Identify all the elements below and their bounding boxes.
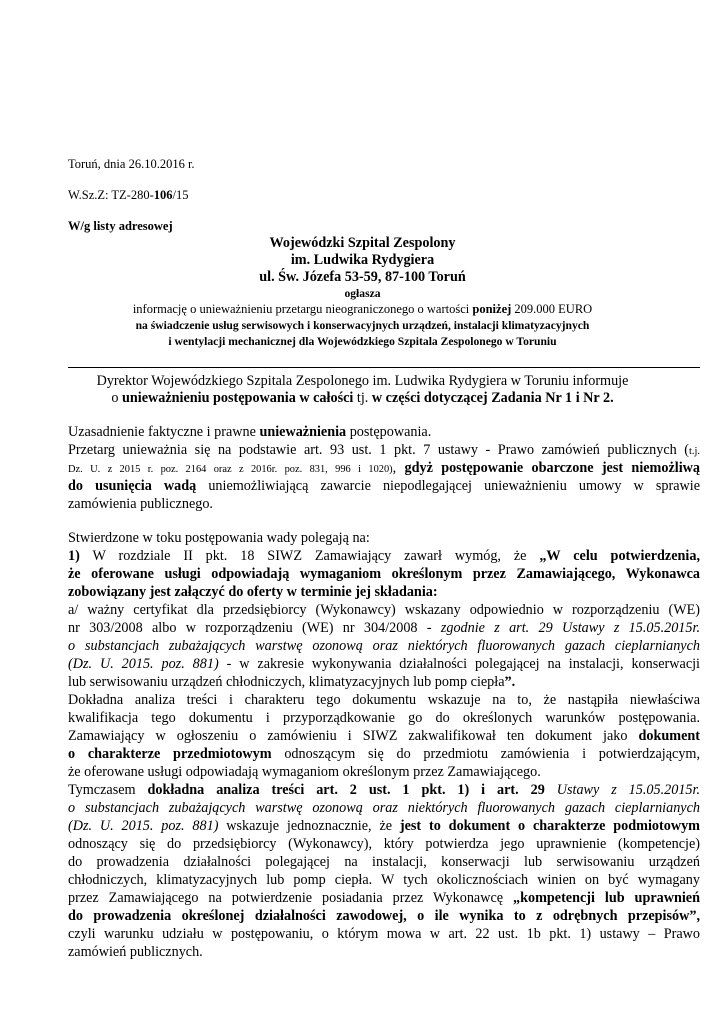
conclusion-line-3: (Dz. U. 2015. poz. 881) wskazuje jednoznacznie, że jest to dokument o charakterze podmiotowym <box>68 818 700 834</box>
reference-number: W.Sz.Z: TZ-280-106/15 <box>68 188 189 202</box>
conclusion-line-5: do prowadzenia działalności polegającej na instalacji, konserwacji lub serwisowaniu urządzeń <box>68 854 700 870</box>
conclusion-line-4: odnoszący się do przedsiębiorcy (Wykonawcy), który potwierdza jego uprawnienie (kompetencje) <box>68 836 700 852</box>
organization-address: ul. Św. Józefa 53-59, 87-100 Toruń <box>259 269 466 285</box>
justification-line-4: zamówienia publicznego. <box>68 496 213 512</box>
organization-patron: im. Ludwika Rydygiera <box>290 252 435 268</box>
announcement-info: informację o unieważnieniu przetargu nieograniczonego o wartości poniżej 209.000 EURO <box>132 302 593 316</box>
justification-line-2: Dz. U. z 2015 r. poz. 2164 oraz z 2016r. poz. 831, 996 i 1020), gdyż postępowanie obarczone jest niemożliwą <box>68 460 700 476</box>
subject-line-1: na świadczenie usług serwisowych i konserwacyjnych urządzeń, instalacji klimatyzacyjnych <box>135 319 590 332</box>
defect-1-line-2: że oferowane usługi odpowiadają wymaganiom określonym przez Zamawiającego, Wykonawca <box>68 566 700 582</box>
conclusion-line-2: o substancjach zubażających warstwę ozonową oraz niektórych fluorowanych gazach cieplarnianych <box>68 800 700 816</box>
justification-line-1: Przetarg unieważnia się na podstawie art. 93 ust. 1 pkt. 7 ustawy - Prawo zamówień publicznych (t.j. <box>68 442 700 458</box>
notice-line-2: o unieważnieniu postępowania w całości tj. w części dotyczącej Zadania Nr 1 i Nr 2. <box>111 390 614 406</box>
conclusion-line-10: zamówień publicznych. <box>68 944 203 960</box>
justification-heading: Uzasadnienie faktyczne i prawne unieważnienia postępowania. <box>68 424 432 440</box>
analysis-line-3: Zamawiający w ogłoszeniu o zamówieniu i SIWZ zakwalifikował ten dokument jako dokument <box>68 728 700 744</box>
defect-1-line-8: lub serwisowaniu urządzeń chłodniczych, klimatyzacyjnych lub pomp ciepła”. <box>68 674 516 690</box>
announces-label: ogłasza <box>344 287 381 300</box>
conclusion-line-6: chłodniczych, klimatyzacyjnych lub pomp ciepła. W tych okolicznościach winien on być wymagany <box>68 872 700 888</box>
defect-1-line-3: zobowiązany jest załączyć do oferty w terminie jej składania: <box>68 584 438 600</box>
conclusion-line-1: Tymczasem dokładna analiza treści art. 2 ust. 1 pkt. 1) i art. 29 Ustawy z 15.05.2015r. <box>68 782 701 798</box>
conclusion-line-7: przez Zamawiającego na potwierdzenie posiadania przez Wykonawcę „kompetencji lub uprawnień <box>68 890 700 906</box>
notice-line-1: Dyrektor Wojewódzkiego Szpitala Zespolonego im. Ludwika Rydygiera w Toruniu informuje <box>96 373 629 389</box>
conclusion-line-9: czyli warunku udziału w postępowaniu, o którym mowa w art. 22 ust. 1b pkt. 1) ustawy – Prawo <box>68 926 700 942</box>
place-date: Toruń, dnia 26.10.2016 r. <box>68 157 195 171</box>
defect-1-line-5: nr 303/2008 albo w rozporządzeniu (WE) nr 304/2008 - zgodnie z art. 29 Ustawy z 15.05.2015r. <box>68 620 700 636</box>
analysis-line-1: Dokładna analiza treści i charakteru tego dokumentu wskazuje na to, że nastąpiła niewłaściwa <box>68 692 700 708</box>
defect-1-line-1: 1) W rozdziale II pkt. 18 SIWZ Zamawiający zawarł wymóg, że „W celu potwierdzenia, <box>68 548 700 564</box>
separator-rule <box>68 367 700 368</box>
defects-intro: Stwierdzone w toku postępowania wady polegają na: <box>68 530 370 546</box>
subject-line-2: i wentylacji mechanicznej dla Wojewódzkiego Szpitala Zespolonego w Toruniu <box>168 335 557 348</box>
conclusion-line-8: do prowadzenia określonej działalności zawodowej, o ile wynika to z odrębnych przepisów”, <box>68 908 700 924</box>
defect-1-line-4: a/ ważny certyfikat dla przedsiębiorcy (Wykonawcy) wskazany odpowiednio w rozporządzeniu (WE) <box>68 602 700 618</box>
justification-line-3: do usunięcia wadą uniemożliwiającą zawarcie niepodlegającej unieważnieniu umowy w sprawie <box>68 478 700 494</box>
organization-name: Wojewódzki Szpital Zespolony <box>269 235 456 251</box>
defect-1-line-6: o substancjach zubażających warstwę ozonową oraz niektórych fluorowanych gazach cieplarnianych <box>68 638 700 654</box>
analysis-line-5: że oferowane usługi odpowiadają wymaganiom określonym przez Zamawiającego. <box>68 764 541 780</box>
addressee: W/g listy adresowej <box>68 219 173 233</box>
analysis-line-4: o charakterze przedmiotowym odnoszącym się do przedmiotu zamówienia i potwierdzającym, <box>68 746 701 762</box>
defect-1-line-7: (Dz. U. 2015. poz. 881) - w zakresie wykonywania działalności polegającej na instalacji, konserwacji <box>68 656 700 672</box>
analysis-line-2: kwalifikacja tego dokumentu i przyporządkowanie go do określonych warunków postępowania. <box>68 710 700 726</box>
